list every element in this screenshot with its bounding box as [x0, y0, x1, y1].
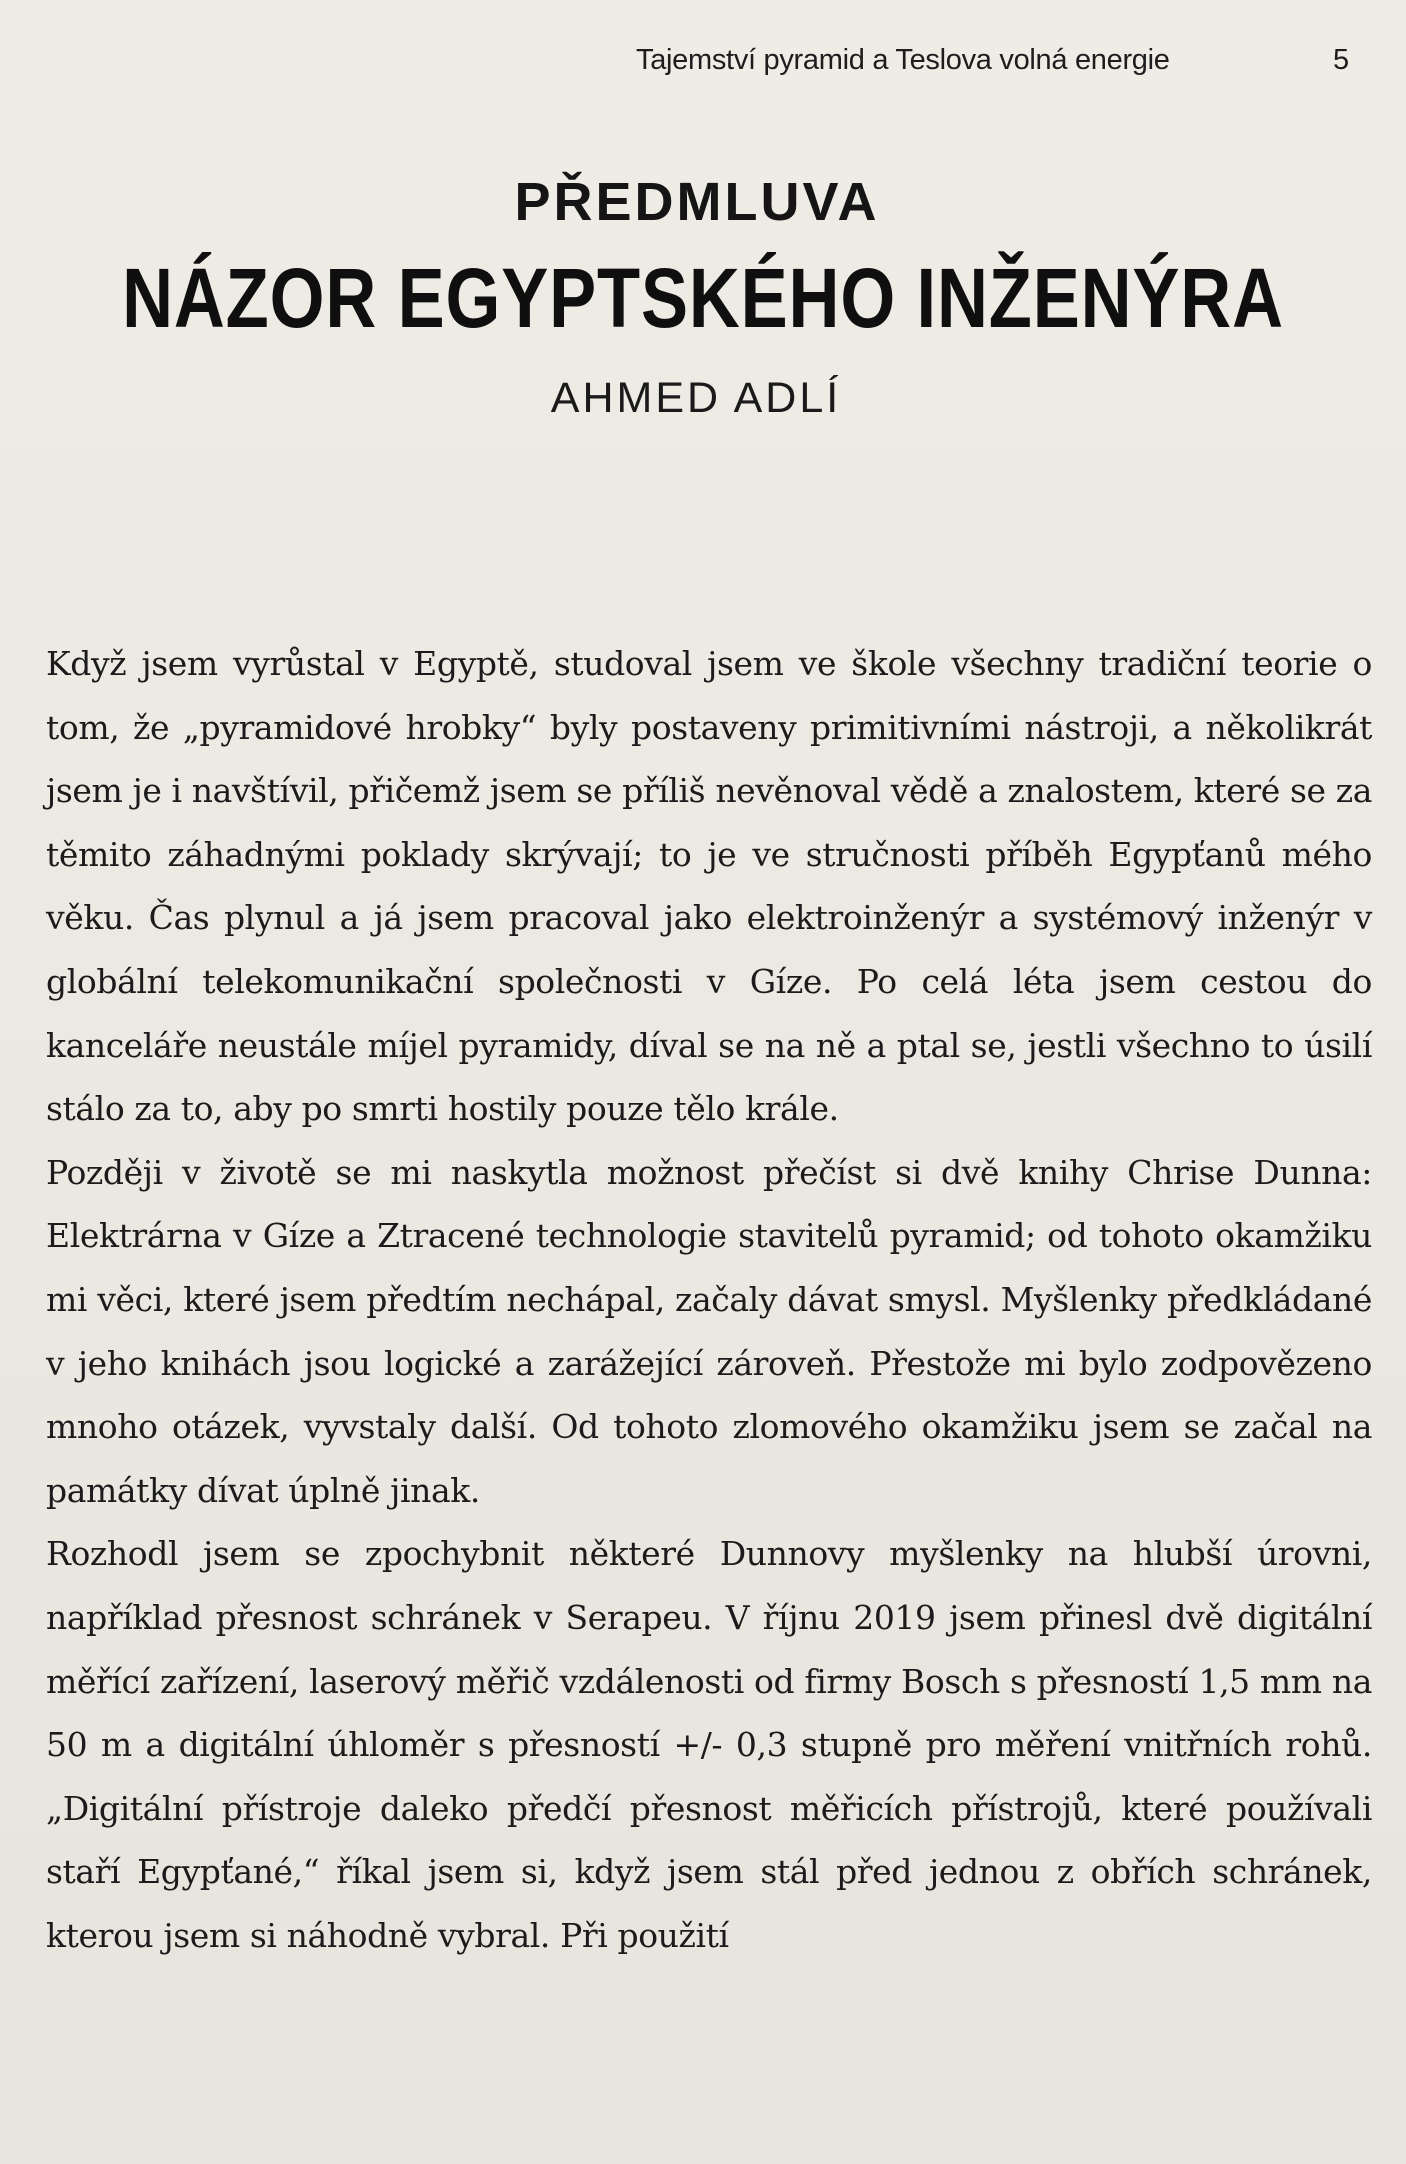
paragraph: Rozhodl jsem se zpochybnit některé Dunnovy myšlenky na hlubší úrovni, například přesnost schránek v Serapeu. V říjnu 2019 jsem přinesl dvě digitální měřící zařízení, laserový měřič vzdálenosti od firmy Bosch s přesností 1,5 mm na 50 m a digitální úhloměr s přesností +/- 0,3 stupně pro měření vnitřních rohů. „Digitální přístroje daleko předčí přesnost měřicích přístrojů, které používali staří Egypťané,“ říkal jsem si, když jsem stál před jednou z obřích schránek, kterou jsem si náhodně vybral. Při použití — [46, 1534, 1372, 1955]
chapter-heading — [0, 170, 1406, 424]
body-text — [46, 632, 1372, 1967]
chapter-title: NÁZOR EGYPTSKÉHO INŽENÝRA — [122, 251, 1284, 345]
chapter-kicker: PŘEDMLUVA — [514, 172, 880, 232]
running-title: Tajemství pyramid a Teslova volná energie — [636, 44, 1170, 76]
paragraph: Později v životě se mi naskytla možnost přečíst si dvě knihy Chrise Dunna: Elektrárna v Gíze a Ztracené technologie stavitelů pyramid; od tohoto okamžiku mi věci, které jsem předtím nechápal, začaly dávat smysl. Myšlenky předkládané v jeho knihách jsou logické a zarážející zároveň. Přestože mi bylo zodpovězeno mnoho otázek, vyvstaly další. Od tohoto zlomového okamžiku jsem se začal na památky dívat úplně jinak. — [46, 1152, 1372, 1510]
page-number: 5 — [1333, 44, 1350, 76]
paragraph: Když jsem vyrůstal v Egyptě, studoval jsem ve škole všechny tradiční teorie o tom, že „pyramidové hrobky“ byly postaveny primitivními nástroji, a několikrát jsem je i navštívil, přičemž jsem se příliš nevěnoval vědě a znalostem, které se za těmito záhadnými poklady skrývají; to je ve stručnosti příběh Egypťanů mého věku. Čas plynul a já jsem pracoval jako elektroinženýr a systémový inženýr v globální telekomunikační společnosti v Gíze. Po celá léta jsem cestou do kanceláře neustále míjel pyramidy, díval se na ně a ptal se, jestli všechno to úsilí stálo za to, aby po smrti hostily pouze tělo krále. — [46, 644, 1372, 1129]
running-header — [0, 44, 1406, 88]
chapter-author: AHMED ADLÍ — [550, 374, 842, 422]
